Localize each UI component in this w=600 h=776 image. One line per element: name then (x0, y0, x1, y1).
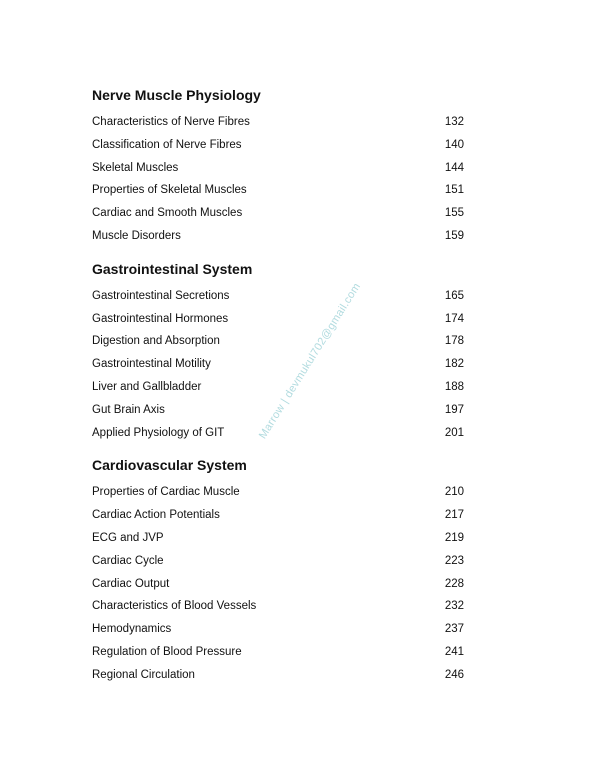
entry-title: Liver and Gallbladder (92, 380, 202, 393)
entry-page-number: 188 (444, 380, 464, 393)
entry-page-number: 174 (444, 312, 464, 325)
entry-page-number: 246 (444, 668, 464, 681)
entry-title: Hemodynamics (92, 623, 172, 636)
entry-page-number: 237 (444, 623, 464, 636)
toc-entry[interactable] (92, 552, 464, 575)
entry-title: Properties of Cardiac Muscle (92, 486, 240, 499)
entry-title: Gastrointestinal Secretions (92, 289, 230, 302)
entry-title: Gastrointestinal Motility (92, 358, 211, 371)
toc-entry[interactable] (92, 181, 464, 204)
section-heading: Cardiovascular System (92, 457, 247, 474)
section-heading: Gastrointestinal System (92, 260, 253, 277)
entry-title: Digestion and Absorption (92, 335, 220, 348)
entry-page-number: 219 (444, 531, 464, 544)
entry-page-number: 197 (444, 403, 464, 416)
toc-entry[interactable] (92, 529, 464, 552)
entry-title: ECG and JVP (92, 531, 164, 544)
entry-title: Muscle Disorders (92, 229, 181, 242)
toc-entry[interactable] (92, 227, 464, 250)
toc-entry[interactable] (92, 355, 464, 378)
entry-page-number: 210 (444, 486, 464, 499)
entry-page-number: 140 (444, 138, 464, 151)
entry-page-number: 217 (444, 509, 464, 522)
entry-page-number: 241 (444, 645, 464, 658)
entry-title: Gut Brain Axis (92, 403, 165, 416)
toc-entry[interactable] (92, 424, 464, 447)
entry-page-number: 144 (444, 161, 464, 174)
entry-page-number: 132 (444, 116, 464, 128)
toc-entry[interactable] (92, 483, 464, 506)
toc-entry[interactable] (92, 332, 464, 355)
entry-page-number: 201 (444, 426, 464, 439)
entry-page-number: 159 (444, 229, 464, 242)
entry-title: Regulation of Blood Pressure (92, 645, 242, 658)
entry-title: Regional Circulation (92, 668, 195, 681)
entry-title: Properties of Skeletal Muscles (92, 184, 247, 197)
entry-page-number: 232 (444, 600, 464, 613)
toc-entry[interactable] (92, 310, 464, 333)
section-entries (92, 113, 464, 250)
toc-entry[interactable] (92, 378, 464, 401)
entry-page-number: 165 (444, 289, 464, 302)
toc-entry[interactable] (92, 113, 464, 136)
entry-page-number: 182 (444, 358, 464, 371)
toc-entry[interactable] (92, 159, 464, 182)
toc-section-nerve-muscle (92, 86, 464, 250)
toc-entry[interactable] (92, 506, 464, 529)
table-of-contents (92, 86, 464, 689)
entry-title: Cardiac and Smooth Muscles (92, 207, 243, 220)
toc-entry[interactable] (92, 136, 464, 159)
toc-entry[interactable] (92, 666, 464, 689)
entry-title: Cardiac Cycle (92, 554, 164, 567)
entry-title: Characteristics of Blood Vessels (92, 600, 257, 613)
entry-title: Classification of Nerve Fibres (92, 138, 242, 151)
entry-title: Cardiac Action Potentials (92, 509, 220, 522)
toc-entry[interactable] (92, 287, 464, 310)
entry-page-number: 223 (444, 554, 464, 567)
toc-section-cardiovascular (92, 456, 464, 688)
entry-title: Characteristics of Nerve Fibres (92, 116, 250, 128)
entry-page-number: 228 (444, 577, 464, 590)
entry-title: Skeletal Muscles (92, 161, 179, 174)
section-entries (92, 483, 464, 688)
entry-page-number: 151 (444, 184, 464, 197)
section-heading: Nerve Muscle Physiology (92, 87, 261, 103)
entry-page-number: 155 (444, 207, 464, 220)
entry-page-number: 178 (444, 335, 464, 348)
toc-entry[interactable] (92, 643, 464, 666)
watermark-text: Marrow | devmukul702@gmail.com (256, 280, 364, 442)
entry-title: Gastrointestinal Hormones (92, 312, 229, 325)
toc-entry[interactable] (92, 597, 464, 620)
toc-entry[interactable] (92, 204, 464, 227)
toc-entry[interactable] (92, 575, 464, 598)
toc-entry[interactable] (92, 620, 464, 643)
entry-title: Cardiac Output (92, 577, 170, 590)
entry-title: Applied Physiology of GIT (92, 426, 225, 439)
